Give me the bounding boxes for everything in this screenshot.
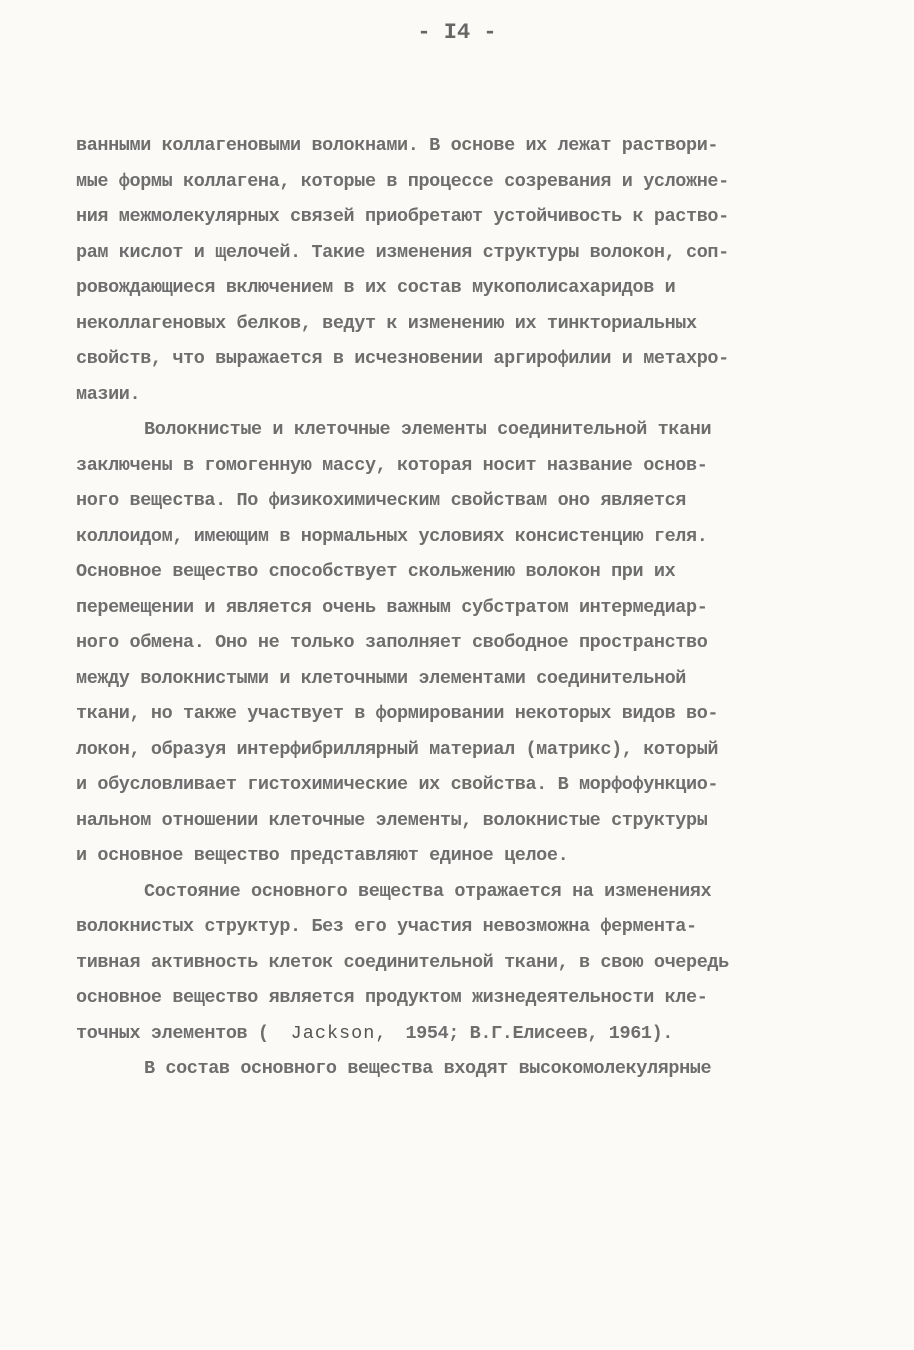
text-line: ткани, но также участвует в формировании некоторых видов во-	[76, 703, 719, 724]
citation-rest: 1954; В.Г.Елисеев, 1961).	[405, 1022, 674, 1044]
text-line: нальном отношении клеточные элементы, волокнистые структуры	[76, 809, 708, 831]
text-line: ного обмена. Оно не только заполняет свободное пространство	[76, 632, 708, 653]
text-line: ровождающиеся включением в их состав мукополисахаридов и	[76, 277, 676, 298]
citation-latin-author: Jackson,	[290, 1022, 388, 1044]
text-line: локон, образуя интерфибриллярный материал (матрикс), который	[76, 738, 719, 760]
text-line: основное вещество является продуктом жизнедеятельности кле-	[76, 987, 708, 1008]
text-line: заключены в гомогенную массу, которая носит название основ-	[76, 454, 708, 476]
text-line: ния межмолекулярных связей приобретают устойчивость к раство-	[76, 206, 729, 227]
text-line: тивная активность клеток соединительной ткани, в свою очередь	[76, 951, 729, 973]
text-line: свойств, что выражается в исчезновении аргирофилии и метахро-	[76, 348, 729, 369]
text-line: и основное вещество представляют единое целое.	[76, 845, 569, 866]
text-line: коллоидом, имеющим в нормальных условиях консистенцию геля.	[76, 525, 708, 547]
body-text	[76, 128, 856, 1087]
text-line: мазии.	[76, 383, 141, 405]
paragraph-start-line: Состояние основного вещества отражается на изменениях	[144, 880, 712, 902]
text-line: между волокнистыми и клеточными элементами соединительной	[76, 667, 687, 689]
page-number: - I4 -	[417, 20, 497, 45]
text-line: волокнистых структур. Без его участия невозможна фермента-	[76, 916, 697, 937]
paragraph-start-line: Волокнистые и клеточные элементы соединительной ткани	[144, 419, 712, 440]
text-line: ного вещества. По физикохимическим свойствам оно является	[76, 490, 687, 511]
text-line: Основное вещество способствует скольжению волокон при их	[76, 561, 676, 582]
citation-lead: точных элементов (	[76, 1022, 269, 1044]
text-line: ванными коллагеновыми волокнами. В основе их лежат раствори-	[76, 135, 719, 156]
text-line: неколлагеновых белков, ведут к изменению их тинкториальных	[76, 312, 697, 334]
paragraph-start-line: В состав основного вещества входят высокомолекулярные	[144, 1058, 712, 1079]
text-line: и обусловливает гистохимические их свойства. В морфофункцио-	[76, 774, 719, 795]
text-line: мые формы коллагена, которые в процессе созревания и усложне-	[76, 170, 729, 192]
text-line: рам кислот и щелочей. Такие изменения структуры волокон, соп-	[76, 241, 729, 263]
text-line: перемещении и является очень важным субстратом интермедиар-	[76, 596, 708, 618]
citation-line	[76, 1016, 856, 1052]
